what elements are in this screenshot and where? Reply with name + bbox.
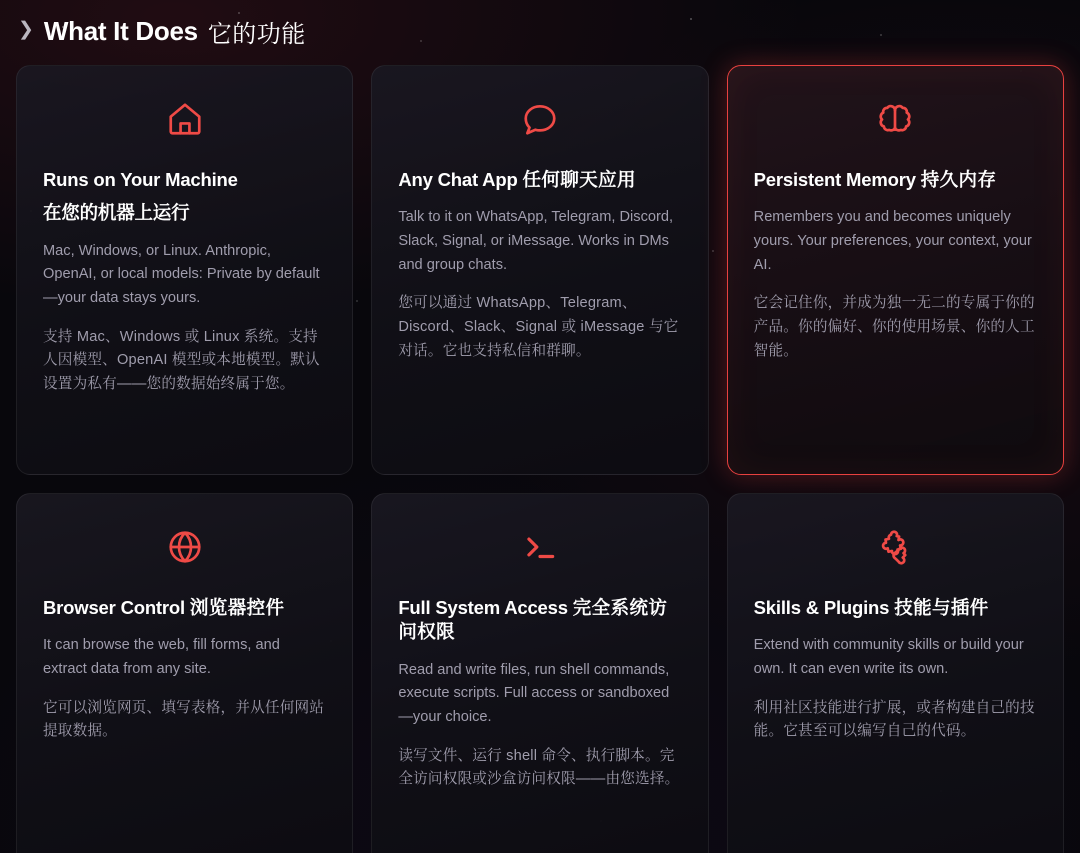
card-body-en: It can browse the web, fill forms, and extract data from any site. bbox=[43, 637, 280, 678]
feature-card-browser-control[interactable] bbox=[16, 493, 353, 853]
card-title-en: Runs on Your Machine bbox=[43, 169, 238, 190]
card-title-en: Browser Control bbox=[43, 597, 185, 618]
page-title-zh: 它的功能 bbox=[207, 21, 306, 48]
card-title-en: Skills & Plugins bbox=[753, 597, 890, 618]
card-body-en: Talk to it on WhatsApp, Telegram, Discord, Slack, Signal, or iMessage. Works in DMs and group chats. bbox=[398, 209, 674, 273]
chat-bubble-icon bbox=[398, 96, 681, 142]
card-title-zh: 技能与插件 bbox=[894, 597, 989, 618]
home-icon bbox=[43, 96, 326, 142]
feature-card-persistent-memory[interactable] bbox=[727, 65, 1064, 475]
card-title-zh: 任何聊天应用 bbox=[522, 169, 636, 190]
card-title bbox=[398, 168, 681, 192]
card-title bbox=[43, 168, 326, 226]
card-title-en: Full System Access bbox=[398, 597, 568, 618]
card-title-zh: 在您的机器上运行 bbox=[43, 202, 190, 224]
card-title bbox=[398, 596, 681, 645]
globe-icon bbox=[43, 524, 326, 570]
chevron-right-icon: ❯ bbox=[18, 19, 34, 40]
card-title bbox=[754, 168, 1037, 192]
card-body-en: Read and write files, run shell commands, execute scripts. Full access or sandboxed—your choice. bbox=[398, 661, 670, 726]
card-title bbox=[754, 596, 1037, 620]
card-title-zh: 持久内存 bbox=[920, 169, 997, 190]
card-body-zh: 它会记住你，并成为独一无二的专属于你的产品。你的偏好、你的使用场景、你的人工智能。 bbox=[753, 295, 1035, 359]
feature-grid bbox=[16, 65, 1064, 853]
puzzle-piece-icon bbox=[754, 524, 1037, 570]
card-body-en: Mac, Windows, or Linux. Anthropic, OpenAI, or local models: Private by default—your data stays yours. bbox=[43, 242, 320, 307]
card-title-en: Persistent Memory bbox=[753, 169, 916, 190]
card-title bbox=[43, 596, 326, 620]
card-body-zh: 您可以通过 WhatsApp、Telegram、Discord、Slack、Signal 或 iMessage 与它对话。它也支持私信和群聊。 bbox=[398, 295, 679, 359]
card-title-zh: 浏览器控件 bbox=[189, 597, 285, 618]
feature-card-any-chat-app[interactable] bbox=[371, 65, 708, 475]
card-body-en: Extend with community skills or build your own. It can even write its own. bbox=[753, 637, 1024, 678]
card-body-zh: 读写文件、运行 shell 命令、执行脚本。完全访问权限或沙盒访问权限——由您选择。 bbox=[398, 747, 680, 788]
terminal-prompt-icon bbox=[398, 524, 681, 570]
card-title-zh: 完全系统访问权限 bbox=[398, 597, 668, 643]
card-body-zh: 支持 Mac、Windows 或 Linux 系统。支持人因模型、OpenAI 模型或本地模型。默认设置为私有——您的数据始终属于您。 bbox=[43, 328, 320, 393]
page-title: What It Does bbox=[43, 16, 198, 46]
feature-card-skills-and-plugins[interactable] bbox=[727, 493, 1064, 853]
brain-icon bbox=[754, 96, 1037, 142]
feature-card-runs-on-your-machine[interactable] bbox=[16, 65, 353, 475]
card-title-en: Any Chat App bbox=[398, 169, 518, 190]
section-header bbox=[16, 0, 1064, 65]
card-body-en: Remembers you and becomes uniquely yours. Your preferences, your context, your AI. bbox=[753, 209, 1032, 273]
card-body-zh: 它可以浏览网页、填写表格，并从任何网站提取数据。 bbox=[43, 699, 325, 740]
feature-card-full-system-access[interactable] bbox=[371, 493, 708, 853]
card-body-zh: 利用社区技能进行扩展，或者构建自己的技能。它甚至可以编写自己的代码。 bbox=[753, 699, 1035, 740]
